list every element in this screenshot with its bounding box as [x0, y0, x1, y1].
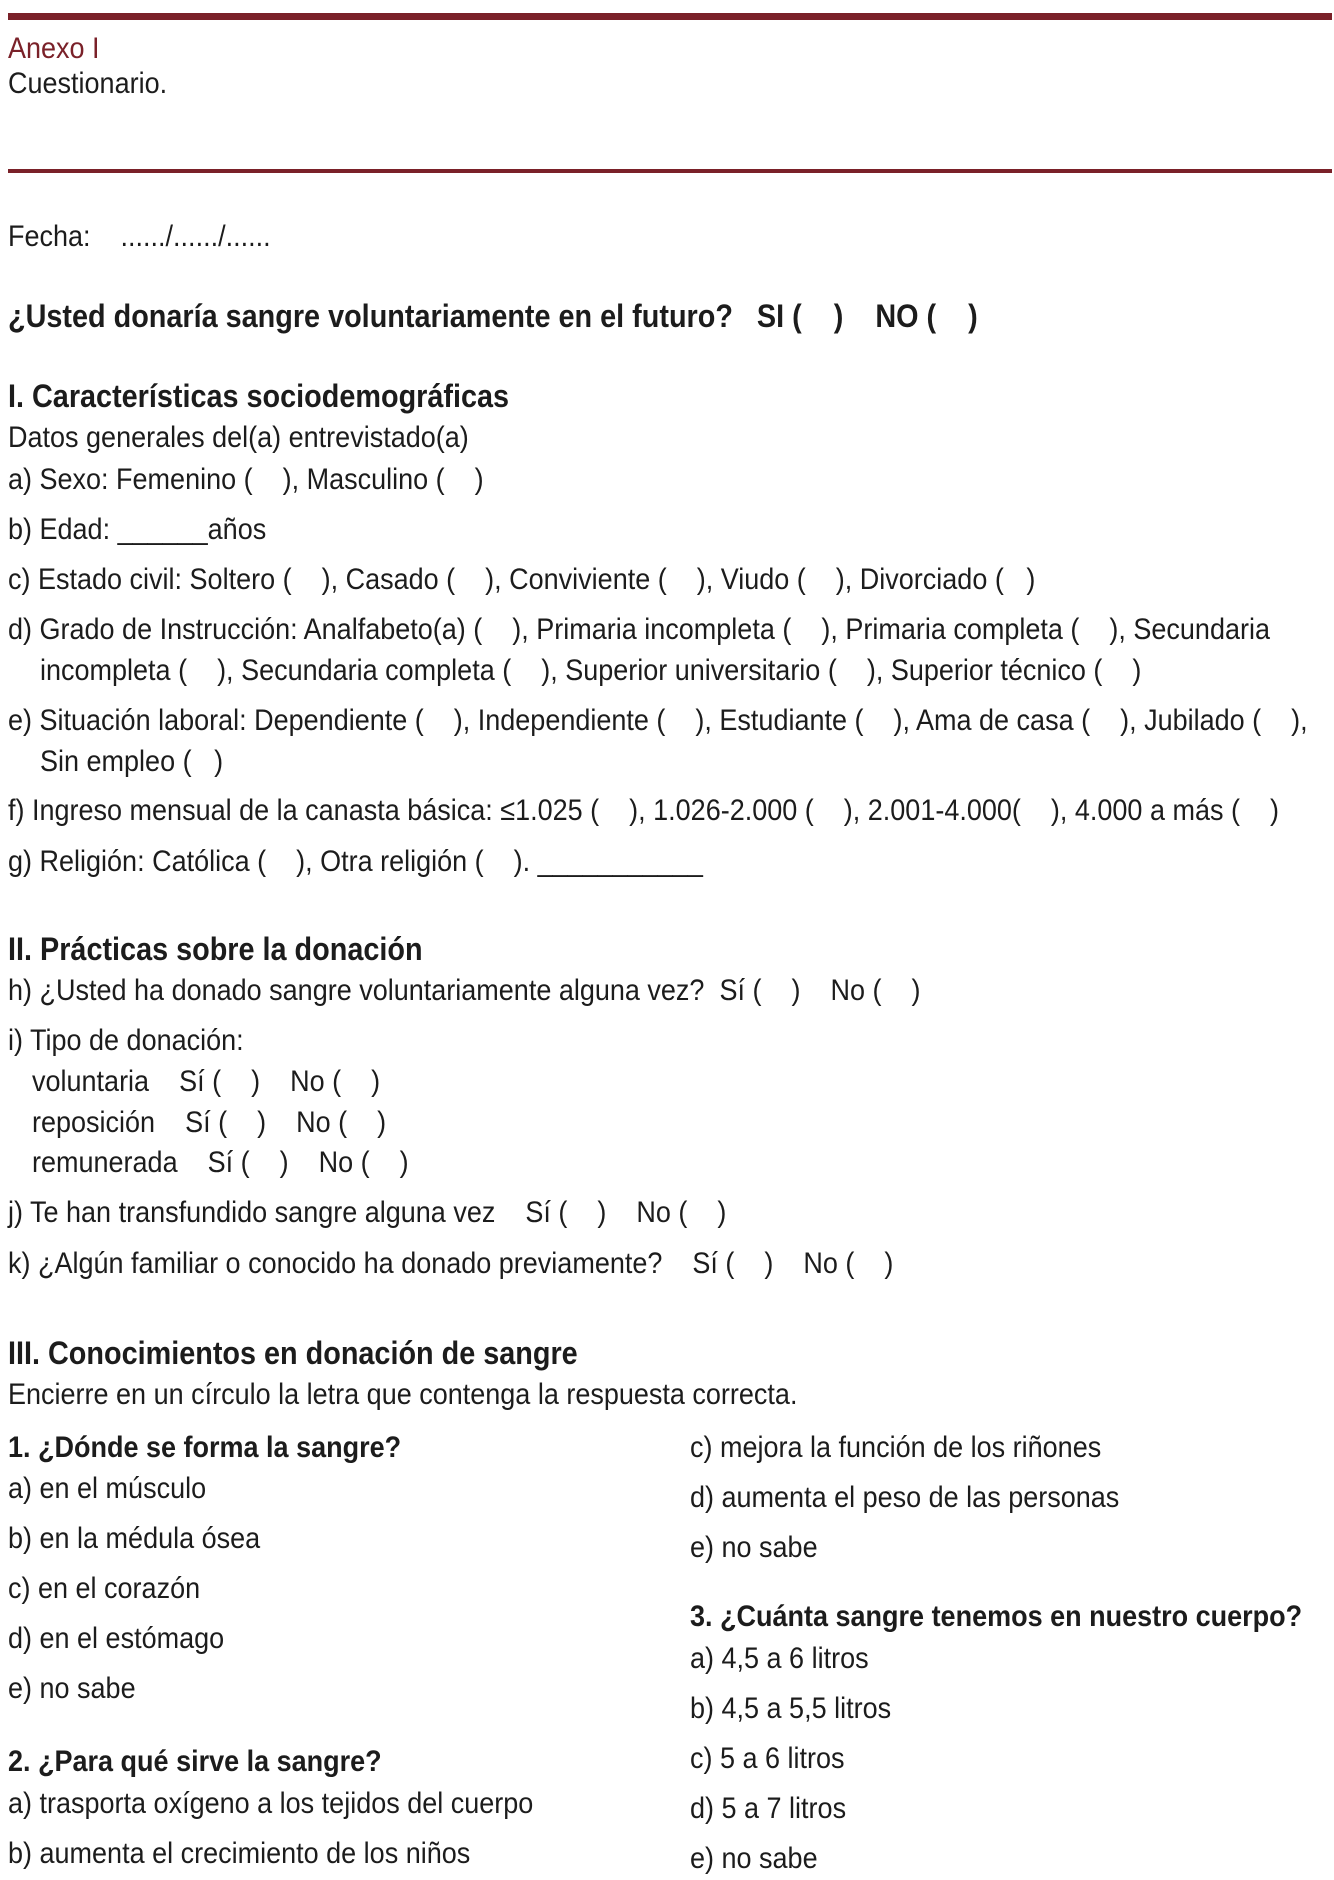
item-education: d) Grado de Instrucción: Analfabeto(a) ( ), Primaria incompleta ( ), Primaria completa ( ), Secundaria: [8, 613, 1270, 646]
item-donated: h) ¿Usted ha donado sangre voluntariamente alguna vez? Sí ( ) No ( ): [8, 974, 921, 1007]
q1-option-c: c) en el corazón: [8, 1572, 201, 1605]
header-bottom-rule: [8, 169, 1332, 173]
item-civil-status: c) Estado civil: Soltero ( ), Casado ( ), Conviviente ( ), Viudo ( ), Divorciado ( ): [8, 563, 1036, 596]
section1-title: I. Características sociodemográficas: [8, 378, 510, 414]
donation-type-voluntary: voluntaria Sí ( ) No ( ): [32, 1065, 381, 1098]
q3-option-e: e) no sabe: [690, 1842, 818, 1875]
q3-option-b: b) 4,5 a 5,5 litros: [690, 1692, 892, 1725]
donation-type-replacement: reposición Sí ( ) No ( ): [32, 1106, 387, 1139]
q2-option-c: c) mejora la función de los riñones: [690, 1431, 1102, 1464]
item-education-cont: incompleta ( ), Secundaria completa ( ), Superior universitario ( ), Superior técnico ( ): [40, 654, 1142, 687]
document-title: Cuestionario.: [8, 67, 168, 100]
item-sex: a) Sexo: Femenino ( ), Masculino ( ): [8, 463, 484, 496]
donation-type-paid: remunerada Sí ( ) No ( ): [32, 1146, 409, 1179]
item-employment-cont: Sin empleo ( ): [40, 745, 224, 778]
q1-option-d: d) en el estómago: [8, 1622, 225, 1655]
q3-option-c: c) 5 a 6 litros: [690, 1742, 845, 1775]
q2-option-e: e) no sabe: [690, 1531, 818, 1564]
item-acquaintance-donated: k) ¿Algún familiar o conocido ha donado previamente? Sí ( ) No ( ): [8, 1247, 894, 1280]
q1-option-a: a) en el músculo: [8, 1472, 207, 1505]
item-income: f) Ingreso mensual de la canasta básica: ≤1.025 ( ), 1.026-2.000 ( ), 2.001-4.000( ), 4.000 a más ( ): [8, 794, 1279, 827]
q1-option-e: e) no sabe: [8, 1672, 136, 1705]
item-age: b) Edad: ______años: [8, 513, 267, 546]
item-donation-type: i) Tipo de donación:: [8, 1024, 244, 1057]
section2-title: II. Prácticas sobre la donación: [8, 931, 423, 967]
q1-option-b: b) en la médula ósea: [8, 1522, 261, 1555]
q1-question: 1. ¿Dónde se forma la sangre?: [8, 1431, 402, 1464]
item-transfused: j) Te han transfundido sangre alguna vez Sí ( ) No ( ): [8, 1196, 727, 1229]
annex-label: Anexo I: [8, 32, 100, 65]
q3-option-d: d) 5 a 7 litros: [690, 1792, 847, 1825]
q2-option-d: d) aumenta el peso de las personas: [690, 1481, 1120, 1514]
section3-instruction: Encierre en un círculo la letra que contenga la respuesta correcta.: [8, 1378, 798, 1411]
date-field: Fecha: ....../....../......: [8, 220, 271, 253]
q2-question: 2. ¿Para qué sirve la sangre?: [8, 1745, 382, 1778]
q2-option-a: a) trasporta oxígeno a los tejidos del cuerpo: [8, 1787, 534, 1820]
q2-option-b: b) aumenta el crecimiento de los niños: [8, 1837, 471, 1870]
section1-subtitle: Datos generales del(a) entrevistado(a): [8, 421, 469, 454]
top-rule: [8, 13, 1332, 20]
q3-option-a: a) 4,5 a 6 litros: [690, 1642, 869, 1675]
item-religion: g) Religión: Católica ( ), Otra religión ( ). ___________: [8, 845, 703, 878]
section3-title: III. Conocimientos en donación de sangre: [8, 1335, 578, 1371]
intro-question: ¿Usted donaría sangre voluntariamente en el futuro? SI ( ) NO ( ): [8, 298, 978, 334]
item-employment: e) Situación laboral: Dependiente ( ), Independiente ( ), Estudiante ( ), Ama de casa ( ), Jubilado ( ),: [8, 704, 1308, 737]
q3-question: 3. ¿Cuánta sangre tenemos en nuestro cuerpo?: [690, 1600, 1303, 1633]
